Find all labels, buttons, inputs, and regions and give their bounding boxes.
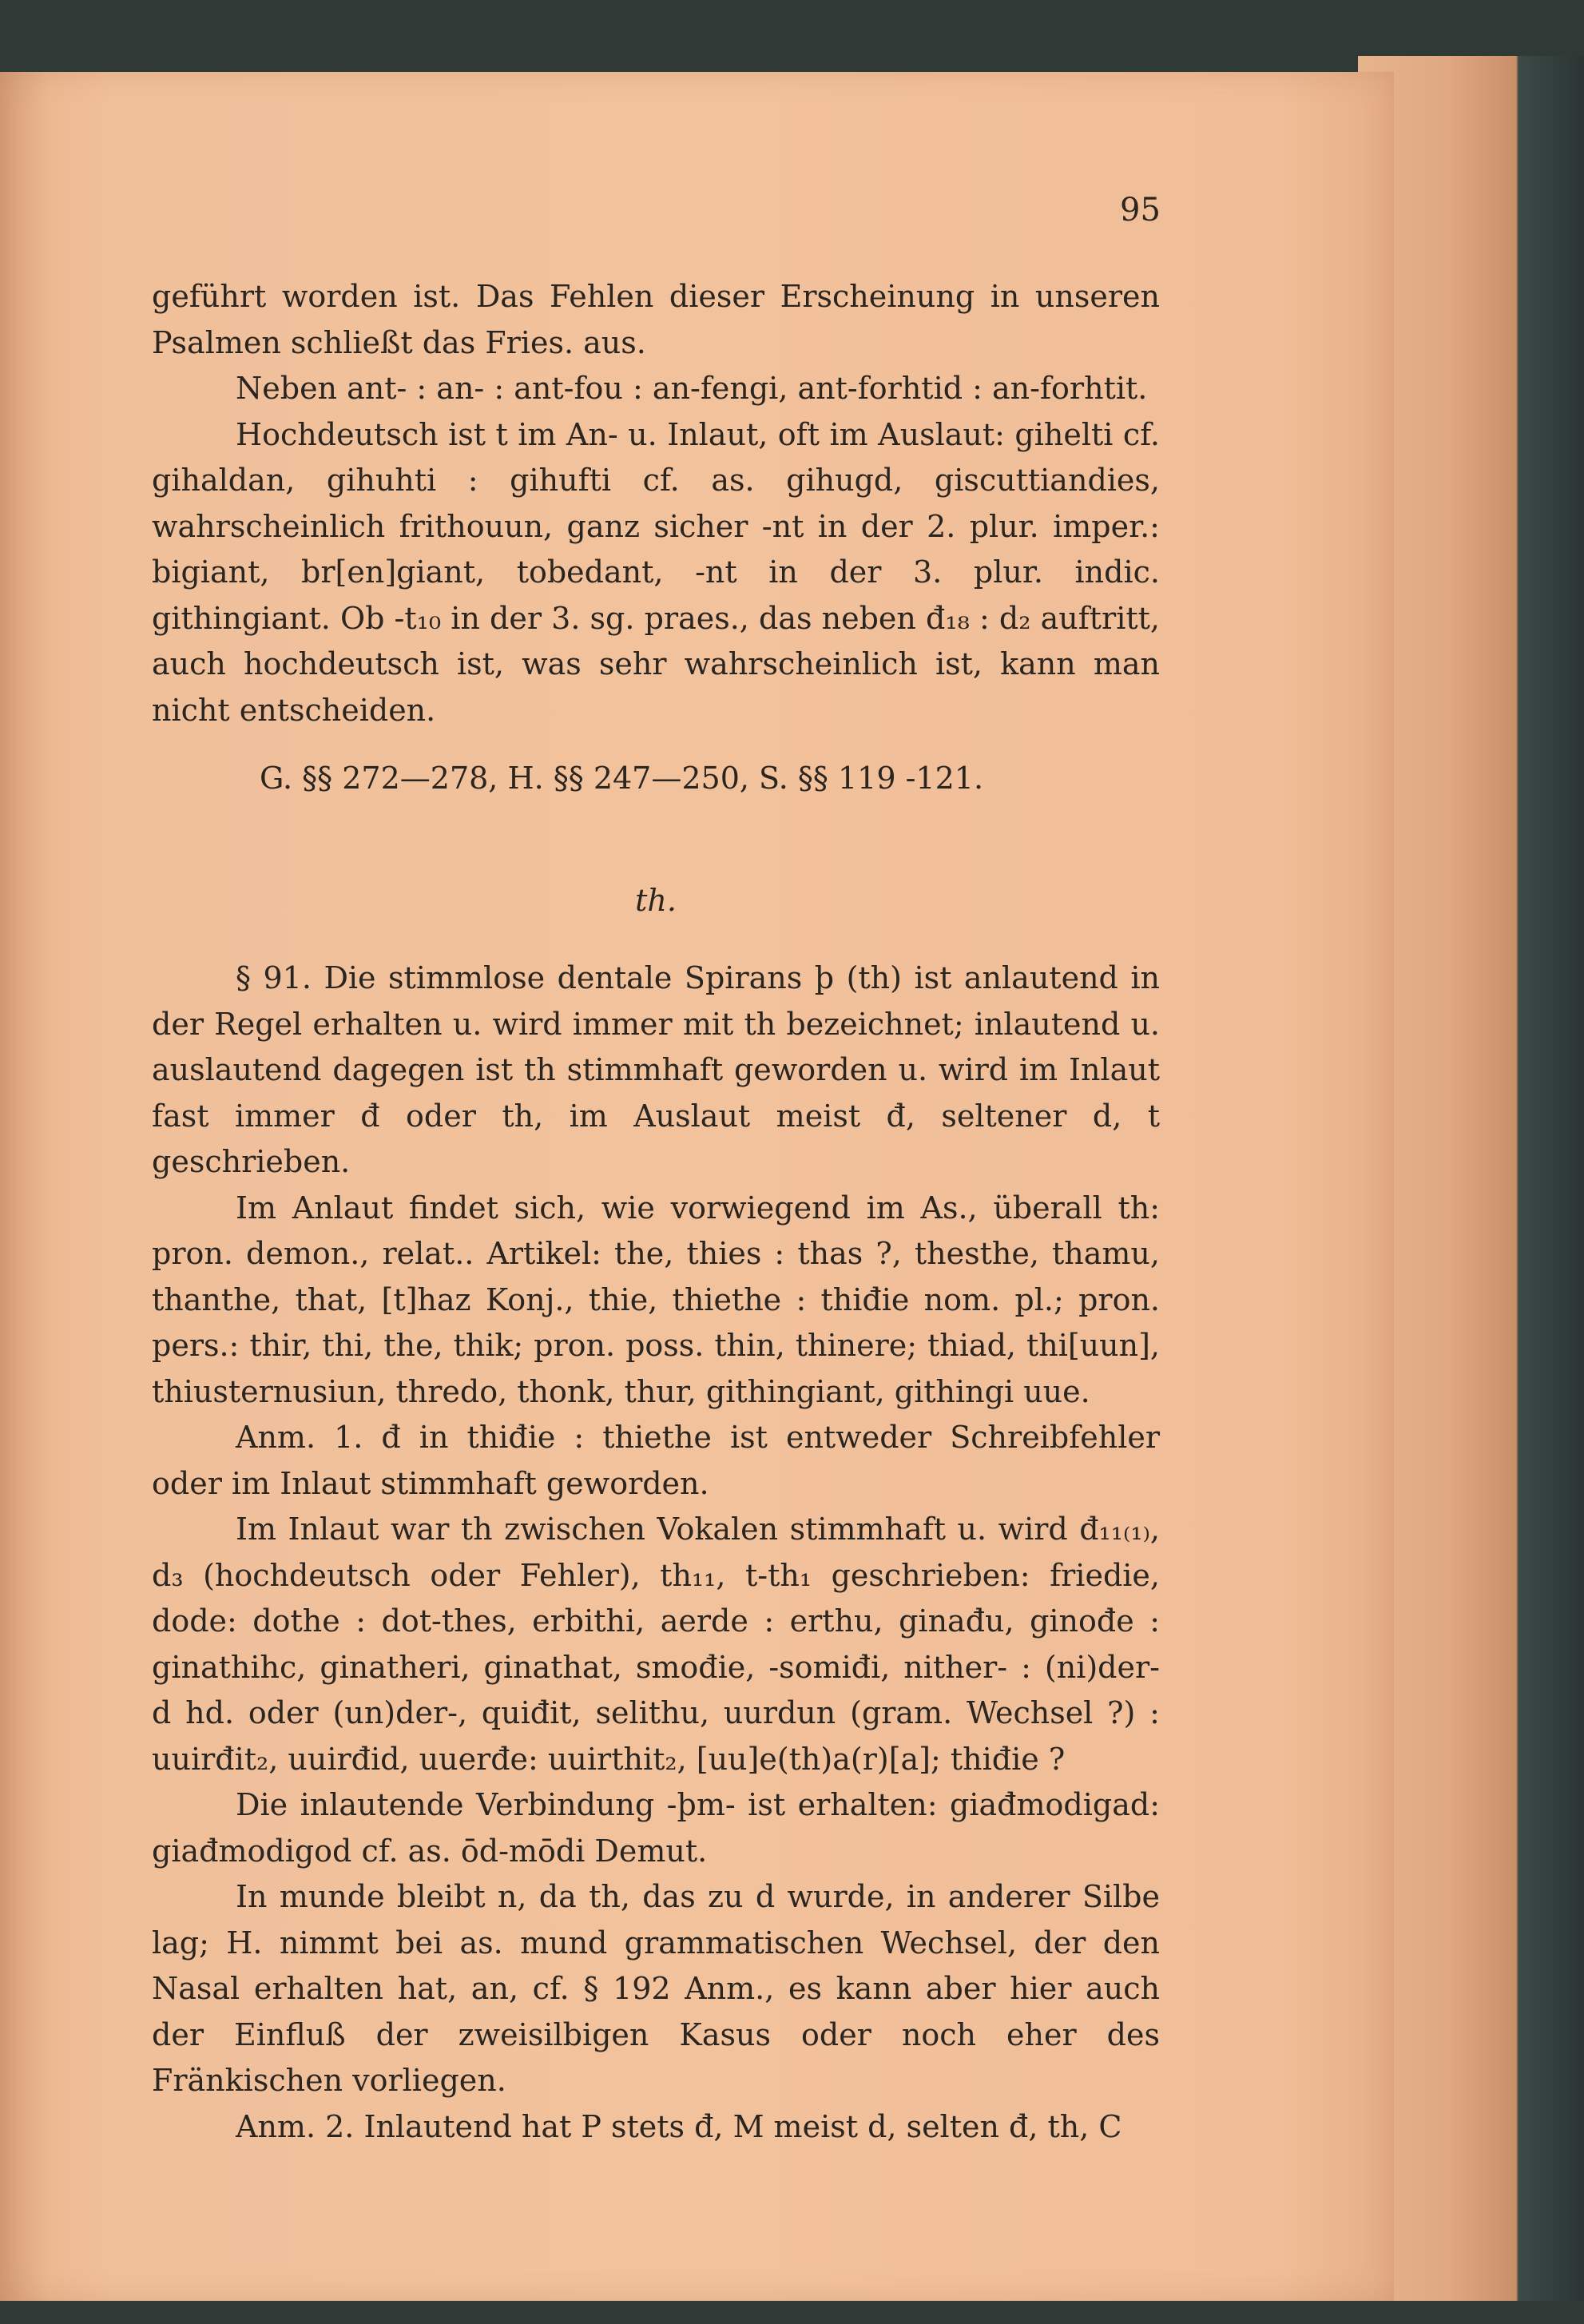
paragraph-3: Hochdeutsch ist t im An- u. Inlaut, oft im Auslaut: gihelti cf. gihaldan, gihuhti : gihufti cf. as. gihugd, giscuttiandies, wahrscheinlich frithouun, ganz sicher -nt in der 2. plur. imper.: bigiant, br[en]giant, tobedant, -nt in der 3. plur. indic. githingiant. Ob -t₁₀ in der 3. sg. praes., das neben đ₁₈ : d₂ auftritt, auch hochdeutsch ist, was sehr wahrscheinlich ist, kann man nicht entscheiden. <box>152 416 1160 728</box>
section-paragraph-6: In munde bleibt n, da th, das zu d wurde, in anderer Silbe lag; H. nimmt bei as. mund grammatischen Wechsel, der den Nasal erhalten hat, an, cf. § 192 Anm., es kann aber hier auch der Einfluß der zweisilbigen Kasus oder noch eher des Fränkischen vorliegen. <box>152 1879 1160 2098</box>
section-paragraph-1: § 91. Die stimmlose dentale Spirans þ (th) ist anlautend in der Regel erhalten u. wird immer mit th bezeichnet; inlautend u. auslautend dagegen ist th stimmhaft geworden u. wird im Inlaut fast immer đ oder th, im Auslaut meist đ, seltener d, t geschrieben. <box>152 960 1160 1179</box>
paragraph-1: geführt worden ist. Das Fehlen dieser Erscheinung in unseren Psalmen schließt das Fries. aus. <box>152 279 1160 360</box>
page-number: 95 <box>1120 192 1161 228</box>
section-paragraph-5: Die inlautende Verbindung -þm- ist erhalten: giađmodigad: giađmodigod cf. as. ōd-mōdi Demut. <box>152 1787 1160 1869</box>
section-paragraph-3: Anm. 1. đ in thiđie : thiethe ist entweder Schreibfehler oder im Inlaut stimmhaft geworden. <box>152 1420 1160 1501</box>
page-body <box>152 274 1160 2150</box>
section-heading: th. <box>635 882 677 918</box>
section-paragraph-2: Im Anlaut findet sich, wie vorwiegend im As., überall th: pron. demon., relat.. Artikel: the, thies : thas ?, thesthe, thamu, thanthe, that, [t]haz Konj., thie, thiethe : thiđie nom. pl.; pron. pers.: thir, thi, the, thik; pron. poss. thin, thinere; thiad, thi[uun], thiusternusiun, thredo, thonk, thur, githingiant, githingi uue. <box>152 1190 1160 1409</box>
section-paragraph-4: Im Inlaut war th zwischen Vokalen stimmhaft u. wird đ₁₁₍₁₎, d₃ (hochdeutsch oder Fehler), th₁₁, t-th₁ geschrieben: friedie, dode: dothe : dot-thes, erbithi, aerde : erthu, ginađu, ginođe : ginathihc, ginatheri, ginathat, smođie, -somiđi, nither- : (ni)der- d hd. oder (un)der-, quiđit, selithu, uurdun (gram. Wechsel ?) : uuirđit₂, uuirđid, uuerđe: uuirthit₂, [uu]e(th)a(r)[a]; thiđie ? <box>152 1512 1160 1777</box>
reference-line: G. §§ 272—278, H. §§ 247—250, S. §§ 119 -121. <box>260 761 984 796</box>
paragraph-2: Neben ant- : an- : ant-fou : an-fengi, ant-forhtid : an-forhtit. <box>236 371 1148 406</box>
section-paragraph-7: Anm. 2. Inlautend hat P stets đ, M meist d, selten đ, th, C <box>236 2108 1122 2144</box>
